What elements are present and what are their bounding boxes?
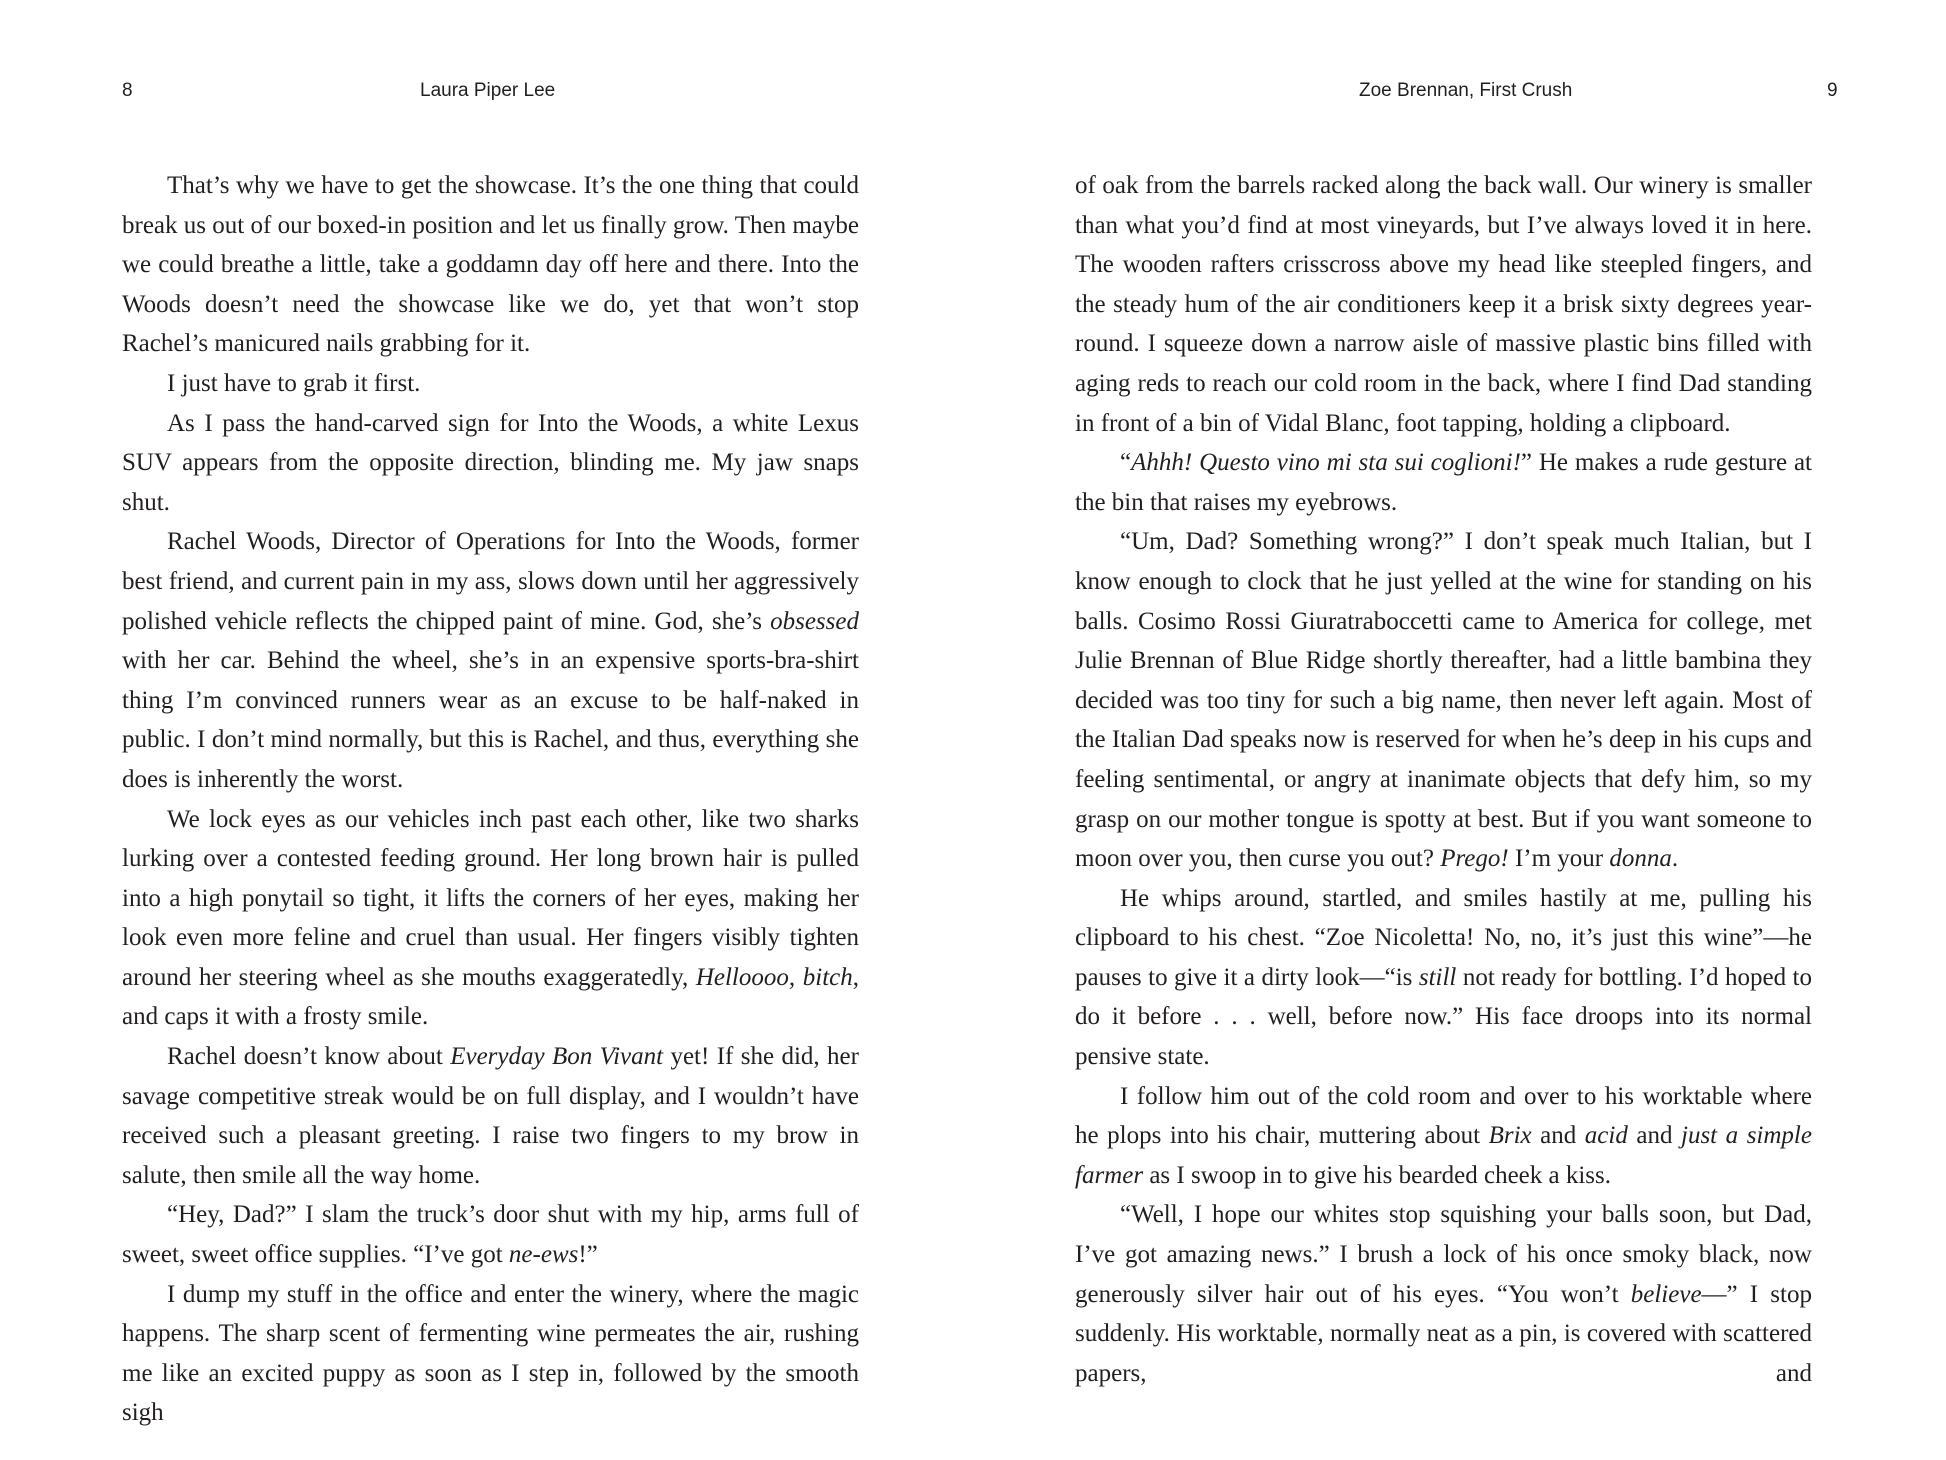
paragraph: “Hey, Dad?” I slam the truck’s door shut with my hip, arms full of sweet, sweet office supplies. “I’ve got ne-ews!” [122,1201,859,1269]
paragraph: “Um, Dad? Something wrong?” I don’t speak much Italian, but I know enough to clock that he just yelled at the wine for standing on his balls. Cosimo Rossi Giuratraboccetti came to America for college, met Julie Brennan of Blue Ridge shortly thereafter, had a little bambina they decided was too tiny for such a big name, then never left again. Most of the Italian Dad speaks now is reserved for when he’s deep in his cups and feeling sentimental, or angry at inanimate objects that defy him, so my grasp on our mother tongue is spotty at best. But if you want someone to moon over you, then curse you out? Prego! I’m your donna. [1075,528,1812,873]
paragraph: “Well, I hope our whites stop squishing your balls soon, but Dad, I’ve got amazing news.” I brush a lock of his once smoky black, now generously silver hair out of his eyes. “You won’t believe—” I stop suddenly. His worktable, normally neat as a pin, is covered with scattered papers, and [1075,1201,1812,1387]
paragraph: I dump my stuff in the office and enter the winery, where the magic happens. The sharp scent of fermenting wine permeates the air, rushing me like an excited puppy as soon as I step in, followed by the smooth sigh [122,1280,859,1427]
right-page [973,0,1946,1460]
paragraph: As I pass the hand-carved sign for Into the Woods, a white Lexus SUV appears from the opposite direction, blinding me. My jaw snaps shut. [122,409,859,516]
paragraph: Rachel Woods, Director of Operations for Into the Woods, former best friend, and current pain in my ass, slows down until her aggressively polished vehicle reflects the chipped paint of mine. God, she’s obsessed with her car. Behind the wheel, she’s in an expensive sports-bra-shirt thing I’m convinced runners wear as an excuse to be half-naked in public. I don’t mind normally, but this is Rachel, and thus, everything she does is inherently the worst. [122,528,859,793]
page-number: 9 [1827,80,1838,101]
right-page-body [1075,166,1812,1393]
paragraph: I follow him out of the cold room and over to his worktable where he plops into his chair, muttering about Brix and acid and just a simple farmer as I swoop in to give his bearded cheek a kiss. [1075,1082,1812,1189]
paragraph: I just have to grab it first. [167,369,421,397]
paragraph: That’s why we have to get the showcase. It’s the one thing that could break us out of our boxed-in position and let us finally grow. Then maybe we could breathe a little, take a goddamn day off here and there. Into the Woods doesn’t need the showcase like we do, yet that won’t stop Rachel’s manicured nails grabbing for it. [122,172,859,358]
running-head-author: Laura Piper Lee [420,80,556,101]
running-head-title: Zoe Brennan, First Crush [1359,80,1573,101]
paragraph: of oak from the barrels racked along the back wall. Our winery is smaller than what you’d find at most vineyards, but I’ve always loved it in here. The wooden rafters crisscross above my head like steepled fingers, and the steady hum of the air conditioners keep it a brisk sixty degrees year-round. I squeeze down a narrow aisle of massive plastic bins filled with aging reds to reach our cold room in the back, where I find Dad standing in front of a bin of Vidal Blanc, foot tapping, holding a clipboard. [1075,172,1812,437]
paragraph: He whips around, startled, and smiles hastily at me, pulling his clipboard to his chest. “Zoe Nicoletta! No, no, it’s just this wine”—he pauses to give it a dirty look—“is still not ready for bottling. I’d hoped to do it before . . . well, before now.” His face droops into its normal pensive state. [1075,884,1813,1071]
paragraph: “Ahhh! Questo vino mi sta sui coglioni!” He makes a rude gesture at the bin that raises my eyebrows. [1075,449,1812,516]
paragraph: We lock eyes as our vehicles inch past each other, like two sharks lurking over a contested feeding ground. Her long brown hair is pulled into a high ponytail so tight, it lifts the corners of her eyes, making her look even more feline and cruel than usual. Her fingers visibly tighten around her steering wheel as she mouths exaggeratedly, Helloooo, bitch, and caps it with a frosty smile. [122,805,859,1031]
left-page-body [122,166,859,1433]
paragraph: Rachel doesn’t know about Everyday Bon Vivant yet! If she did, her savage competitive streak would be on full display, and I wouldn’t have received such a pleasant greeting. I raise two fingers to my brow in salute, then smile all the way home. [122,1043,859,1189]
page-number: 8 [122,80,133,101]
